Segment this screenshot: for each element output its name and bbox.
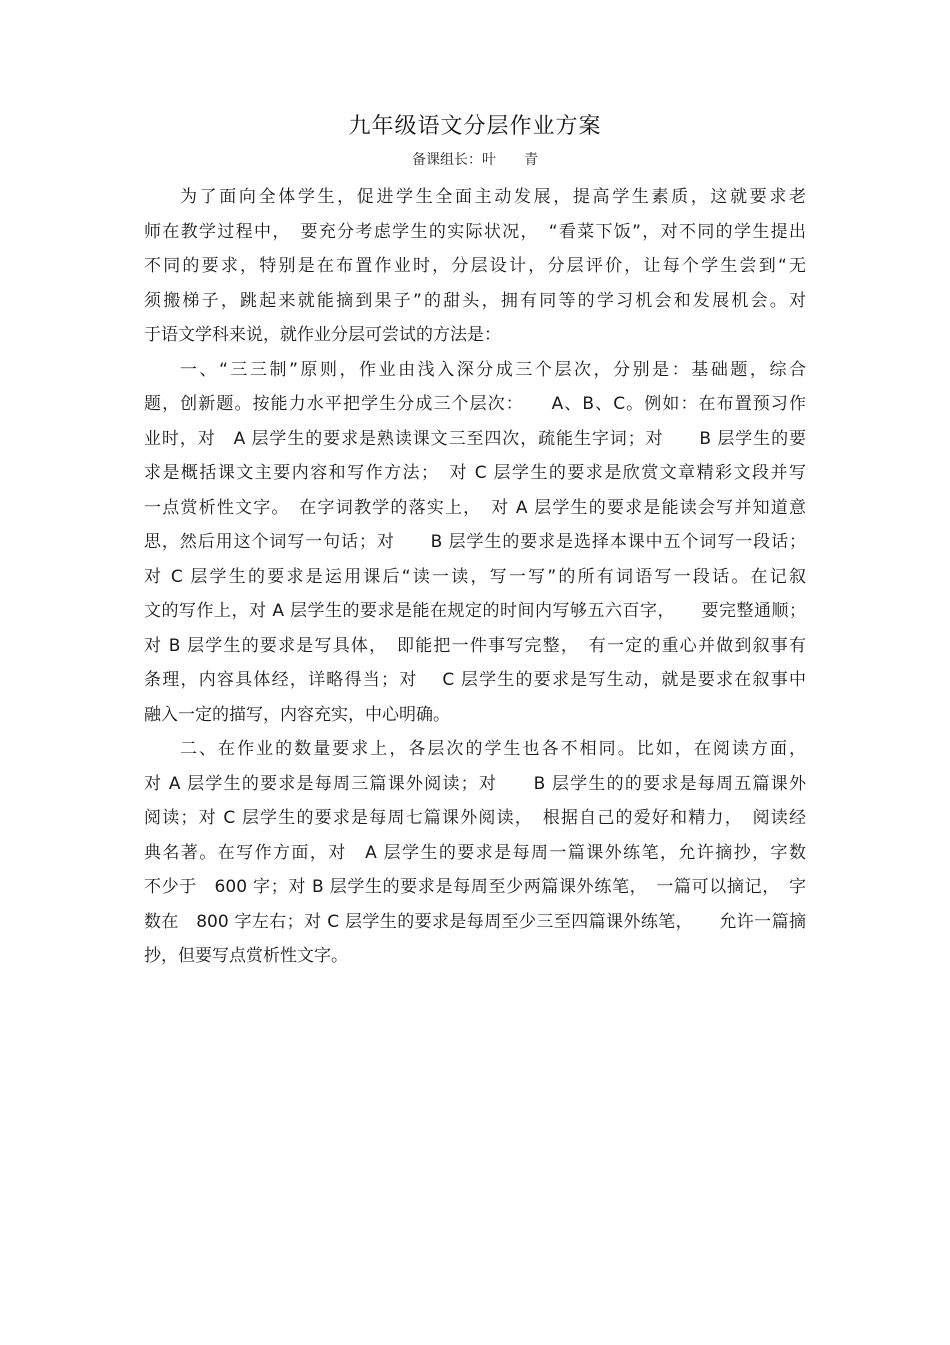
paragraph-line: 一、“三三制”原则，作业由浅入深分成三个层次，分别是：基础题，综合 [180, 359, 806, 380]
paragraph-line: 二、在作业的数量要求上，各层次的学生也各不相同。比如，在阅读方面， [180, 739, 806, 759]
paragraph-line: 数在 800 字左右；对 C 层学生的要求是每周至少三至四篇课外练笔， 允许一篇摘 [144, 911, 806, 932]
paragraph-line: 为了面向全体学生，促进学生全面主动发展，提高学生素质，这就要求老 [180, 187, 806, 207]
paragraph-section-one [144, 353, 806, 733]
paragraph-line: 须搬梯子，跳起来就能摘到果子”的甜头，拥有同等的学习机会和发展机会。对 [144, 290, 806, 311]
paragraph-line: 文的写作上，对 A 层学生的要求是能在规定的时间内写够五六百字， 要完整通顺； [144, 601, 806, 621]
paragraph-line: 不同的要求，特别是在布置作业时，分层设计，分层评价，让每个学生尝到“无 [144, 256, 806, 276]
paragraph-line: 师在教学过程中， 要充分考虑学生的实际状况， “看菜下饭”，对不同的学生提出 [144, 221, 806, 242]
paragraph-line: 题，创新题。按能力水平把学生分成三个层次： A、B、C。例如：在布置预习作 [144, 394, 806, 414]
paragraph-line: 对 C 层学生的要求是运用课后“读一读，写一写”的所有词语写一段话。在记叙 [144, 566, 806, 587]
paragraph-section-two [144, 732, 806, 974]
document-author: 备课组长：叶 青 [412, 152, 538, 168]
document-title: 九年级语文分层作业方案 [348, 114, 602, 139]
paragraph-line: 融入一定的描写，内容充实，中心明确。 [144, 704, 450, 725]
paragraph-line: 阅读；对 C 层学生的要求是每周七篇课外阅读， 根据自己的爱好和精力， 阅读经 [144, 808, 806, 828]
paragraph-line: 一点赏析性文字。 在字词教学的落实上， 对 A 层学生的要求是能读会写并知道意 [144, 497, 806, 518]
paragraph-line: 典名著。在写作方面，对 A 层学生的要求是每周一篇课外练笔，允许摘抄，字数 [144, 842, 806, 863]
paragraph-line: 抄，但要写点赏析性文字。 [144, 946, 348, 966]
document-body [144, 180, 806, 974]
paragraph-line: 求是概括课文主要内容和写作方法； 对 C 层学生的要求是欣赏文章精彩文段并写 [144, 463, 806, 483]
paragraph-intro [144, 180, 806, 353]
paragraph-line: 对 B 层学生的要求是写具体， 即能把一件事写完整， 有一定的重心并做到叙事有 [144, 635, 806, 656]
paragraph-line: 思，然后用这个词写一句话；对 B 层学生的要求是选择本课中五个词写一段话； [144, 532, 806, 552]
paragraph-line: 条理，内容具体经，详略得当；对 C 层学生的要求是写生动，就是要求在叙事中 [144, 670, 806, 690]
paragraph-line: 于语文学科来说，就作业分层可尝试的方法是： [144, 325, 501, 345]
paragraph-line: 不少于 600 字；对 B 层学生的要求是每周至少两篇课外练笔， 一篇可以摘记， 字 [144, 877, 806, 897]
paragraph-line: 业时，对 A 层学生的要求是熟读课文三至四次，疏能生字词；对 B 层学生的要 [144, 428, 806, 449]
paragraph-line: 对 A 层学生的要求是每周三篇课外阅读；对 B 层学生的的要求是每周五篇课外 [144, 773, 806, 794]
